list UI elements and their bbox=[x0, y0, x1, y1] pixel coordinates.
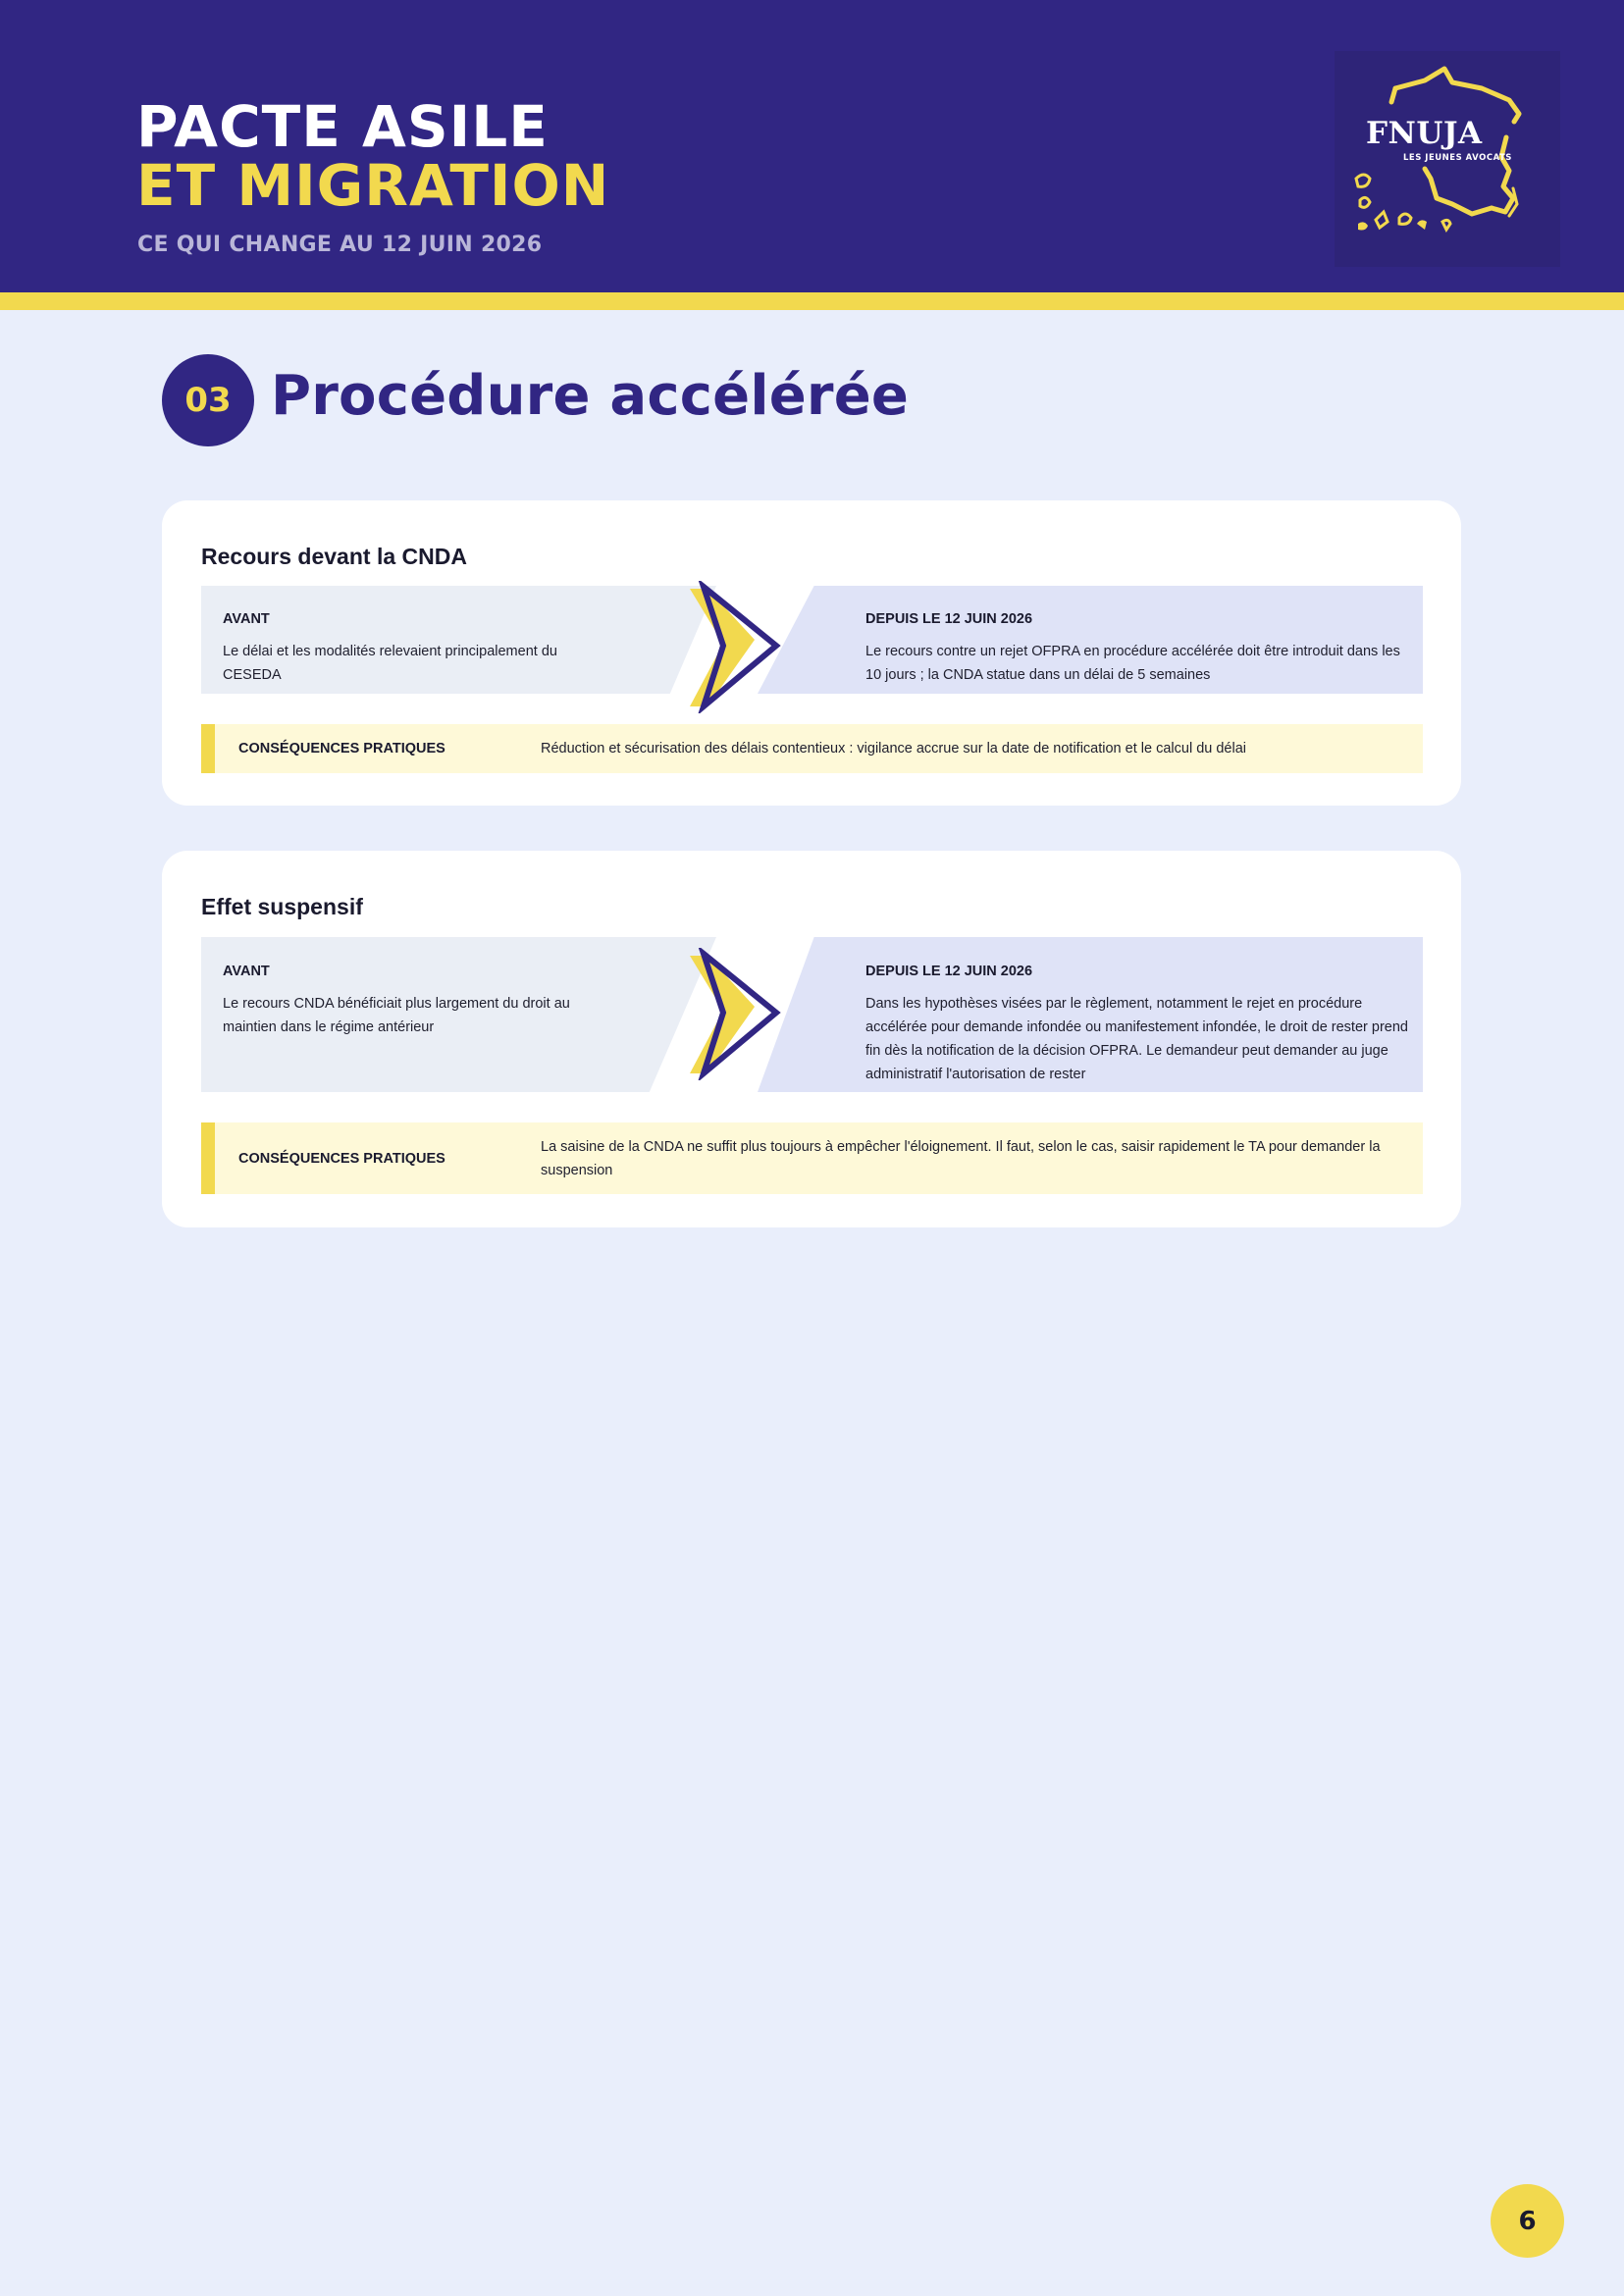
consequences-label: CONSÉQUENCES PRATIQUES bbox=[238, 741, 445, 757]
avant-label: AVANT bbox=[223, 964, 270, 979]
avant-label: AVANT bbox=[223, 611, 270, 627]
logo-tagline: LES JEUNES AVOCATS bbox=[1403, 153, 1512, 163]
avant-text: Le délai et les modalités relevaient principalement du CESEDA bbox=[223, 644, 557, 683]
card-title: Effet suspensif bbox=[201, 894, 363, 919]
consequences-text: Réduction et sécurisation des délais contentieux : vigilance accrue sur la date de notification et le calcul du délai bbox=[541, 741, 1246, 757]
document-title-line1: PACTE ASILE bbox=[136, 93, 549, 160]
avant-text: Le recours CNDA bénéficiait plus largement du droit au maintien dans le régime antérieur bbox=[223, 996, 570, 1035]
document-subtitle: CE QUI CHANGE AU 12 JUIN 2026 bbox=[137, 233, 543, 257]
header-accent-stripe bbox=[0, 292, 1624, 310]
depuis-label: DEPUIS LE 12 JUIN 2026 bbox=[865, 964, 1033, 979]
comparison-card bbox=[162, 500, 1461, 806]
depuis-text: Le recours contre un rejet OFPRA en procédure accélérée doit être introduit dans les 10 jours ; la CNDA statue dans un délai de 5 semaines bbox=[865, 644, 1400, 683]
section-title: Procédure accélérée bbox=[271, 364, 910, 428]
comparison-row bbox=[201, 937, 1423, 1092]
consequences-text: La saisine de la CNDA ne suffit plus toujours à empêcher l'éloignement. Il faut, selon le cas, saisir rapidement le TA pour demander la suspension bbox=[541, 1138, 1381, 1178]
depuis-label: DEPUIS LE 12 JUIN 2026 bbox=[865, 611, 1033, 627]
consequences-accent-bar bbox=[201, 1122, 215, 1194]
card-title: Recours devant la CNDA bbox=[201, 544, 467, 569]
consequences-box bbox=[201, 724, 1423, 773]
consequences-label: CONSÉQUENCES PRATIQUES bbox=[238, 1150, 445, 1167]
comparison-card bbox=[162, 851, 1461, 1227]
section-number-badge: 03 bbox=[162, 354, 254, 446]
arrow-chevron-icon bbox=[682, 948, 800, 1080]
header-banner bbox=[0, 0, 1624, 292]
logo-name: FNUJA bbox=[1366, 116, 1483, 151]
arrow-chevron-icon bbox=[682, 581, 800, 713]
consequences-accent-bar bbox=[201, 724, 215, 773]
depuis-text: Dans les hypothèses visées par le règlement, notamment le rejet en procédure accélérée pour demande infondée ou manifestement infondée, le droit de rester prend fin dès la notification de la décision OFPRA. Le demandeur peut demander au juge administratif l'autorisation de rester bbox=[865, 996, 1408, 1082]
document-title-line2: ET MIGRATION bbox=[136, 152, 610, 219]
comparison-row bbox=[201, 586, 1423, 694]
page-number: 6 bbox=[1491, 2184, 1564, 2258]
consequences-box bbox=[201, 1122, 1423, 1194]
fnuja-logo bbox=[1335, 51, 1560, 267]
